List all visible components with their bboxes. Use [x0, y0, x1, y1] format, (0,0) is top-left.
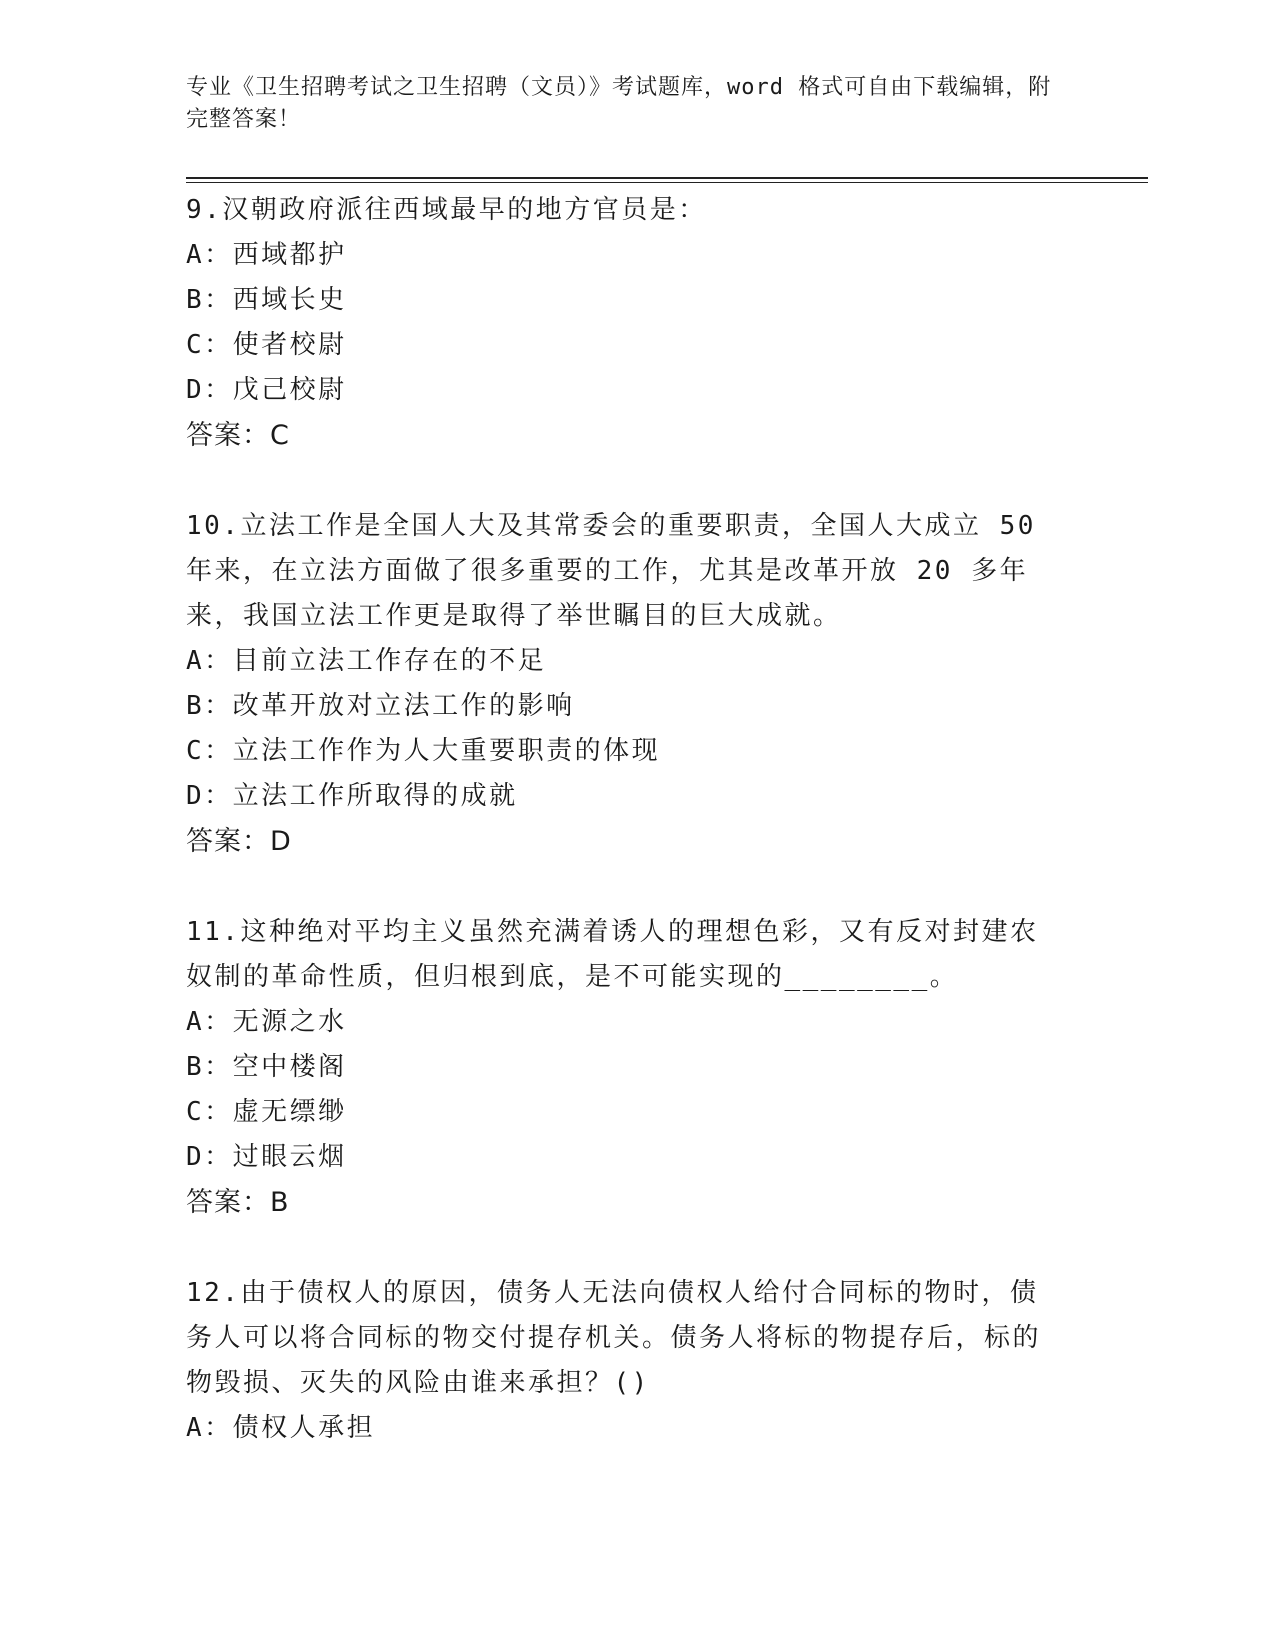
answer-label: 答案：B — [186, 1187, 290, 1218]
question-stem: 9.汉朝政府派往西域最早的地方官员是： — [186, 195, 707, 225]
option-c: C：立法工作作为人大重要职责的体现 — [186, 736, 661, 766]
question-stem: 11.这种绝对平均主义虽然充满着诱人的理想色彩，又有反对封建农奴制的革命性质，但归根到底，是不可能实现的________。 — [186, 917, 1039, 992]
option-a: A：西域都护 — [186, 240, 347, 270]
question-11 — [186, 910, 1066, 1225]
answer-label: 答案：D — [186, 826, 292, 857]
question-10 — [186, 504, 1066, 864]
option-d: D：过眼云烟 — [186, 1142, 347, 1172]
option-c: C：使者校尉 — [186, 330, 347, 360]
question-stem: 12.由于债权人的原因，债务人无法向债权人给付合同标的物时，债务人可以将合同标的物交付提存机关。债务人将标的物提存后，标的物毁损、灭失的风险由谁来承担？() — [186, 1278, 1042, 1398]
option-d: D：立法工作所取得的成就 — [186, 781, 518, 811]
question-list — [186, 188, 1066, 1497]
question-stem: 10.立法工作是全国人大及其常委会的重要职责，全国人大成立 50 年来，在立法方面做了很多重要的工作，尤其是改革开放 20 多年来，我国立法工作更是取得了举世瞩目的巨大成就。 — [186, 511, 1055, 631]
header-rule-thin — [186, 182, 1148, 183]
question-12 — [186, 1271, 1066, 1451]
option-a: A：目前立法工作存在的不足 — [186, 646, 547, 676]
option-a: A：无源之水 — [186, 1007, 347, 1037]
document-header: 专业《卫生招聘考试之卫生招聘（文员）》考试题库，word 格式可自由下载编辑，附完整答案！ — [186, 75, 1052, 132]
option-b: B：空中楼阁 — [186, 1052, 347, 1082]
answer-label: 答案：C — [186, 420, 290, 451]
option-d: D：戊己校尉 — [186, 375, 347, 405]
option-b: B：改革开放对立法工作的影响 — [186, 691, 575, 721]
option-b: B：西域长史 — [186, 285, 347, 315]
option-a: A：债权人承担 — [186, 1413, 376, 1443]
option-c: C：虚无缥缈 — [186, 1097, 347, 1127]
header-rule-thick — [186, 177, 1148, 179]
question-9 — [186, 188, 1066, 458]
